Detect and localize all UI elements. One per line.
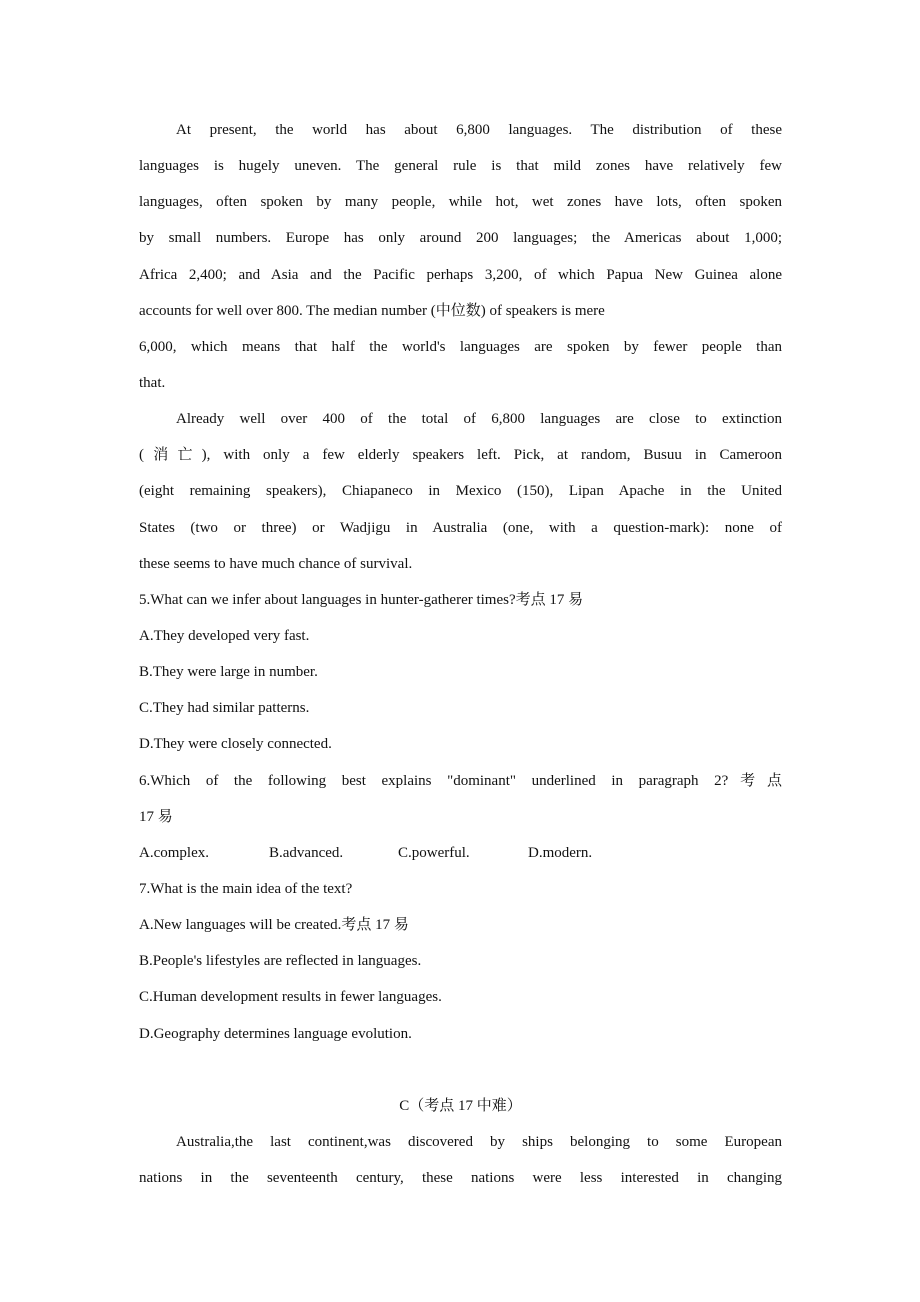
text-line: 17 易 xyxy=(139,808,173,825)
text-line: 6.Which of the following best explains "dominant" underlined in paragraph 2?考点 xyxy=(139,772,782,789)
text-line: that. xyxy=(139,374,166,391)
text-line: (eight remaining speakers), Chiapaneco in Mexico (150), Lipan Apache in the United xyxy=(139,483,782,500)
text-line: B.They were large in number. xyxy=(139,664,318,681)
text-line: Australia,the last continent,was discovered by ships belonging to some European xyxy=(176,1133,782,1150)
text-line: these seems to have much chance of survival. xyxy=(139,555,413,572)
answer-option: B.advanced. xyxy=(269,844,344,861)
text-line: (消亡), with only a few elderly speakers left. Pick, at random, Busuu in Cameroon xyxy=(139,447,782,464)
text-line: D.They were closely connected. xyxy=(139,736,332,753)
text-line: C.They had similar patterns. xyxy=(139,700,310,717)
text-line: B.People's lifestyles are reflected in languages. xyxy=(139,953,422,970)
text-line: nations in the seventeenth century, these nations were less interested in changing xyxy=(139,1170,782,1187)
document-body xyxy=(139,112,782,1196)
text-line: States (two or three) or Wadjigu in Australia (one, with a question-mark): none of xyxy=(139,519,782,536)
text-line: 7.What is the main idea of the text? xyxy=(139,880,353,897)
text-line: accounts for well over 800. The median number (中位数) of speakers is mere xyxy=(139,302,605,319)
text-line: D.Geography determines language evolution. xyxy=(139,1025,412,1042)
text-line: C（考点 17 中难） xyxy=(399,1097,522,1114)
text-line: A.New languages will be created.考点 17 易 xyxy=(139,917,409,934)
answer-option: D.modern. xyxy=(528,844,593,861)
answer-options-line xyxy=(139,835,782,871)
text-line: by small numbers. Europe has only around 200 languages; the Americas about 1,000; xyxy=(139,230,782,247)
text-line: A.They developed very fast. xyxy=(139,627,310,644)
text-line: Africa 2,400; and Asia and the Pacific perhaps 3,200, of which Papua New Guinea alone xyxy=(139,266,782,283)
text-line: languages is hugely uneven. The general rule is that mild zones have relatively few xyxy=(139,158,782,175)
text-line: 5.What can we infer about languages in hunter-gatherer times?考点 17 易 xyxy=(139,591,584,608)
text-line: languages, often spoken by many people, while hot, wet zones have lots, often spoken xyxy=(139,194,782,211)
text-line xyxy=(139,1052,782,1088)
answer-option: A.complex. xyxy=(139,844,209,861)
answer-option: C.powerful. xyxy=(398,844,470,861)
text-line: At present, the world has about 6,800 languages. The distribution of these xyxy=(176,122,782,138)
text-line: C.Human development results in fewer languages. xyxy=(139,989,442,1006)
text-line: 6,000, which means that half the world's languages are spoken by fewer people than xyxy=(139,338,782,355)
text-line: Already well over 400 of the total of 6,800 languages are close to extinction xyxy=(176,411,782,428)
